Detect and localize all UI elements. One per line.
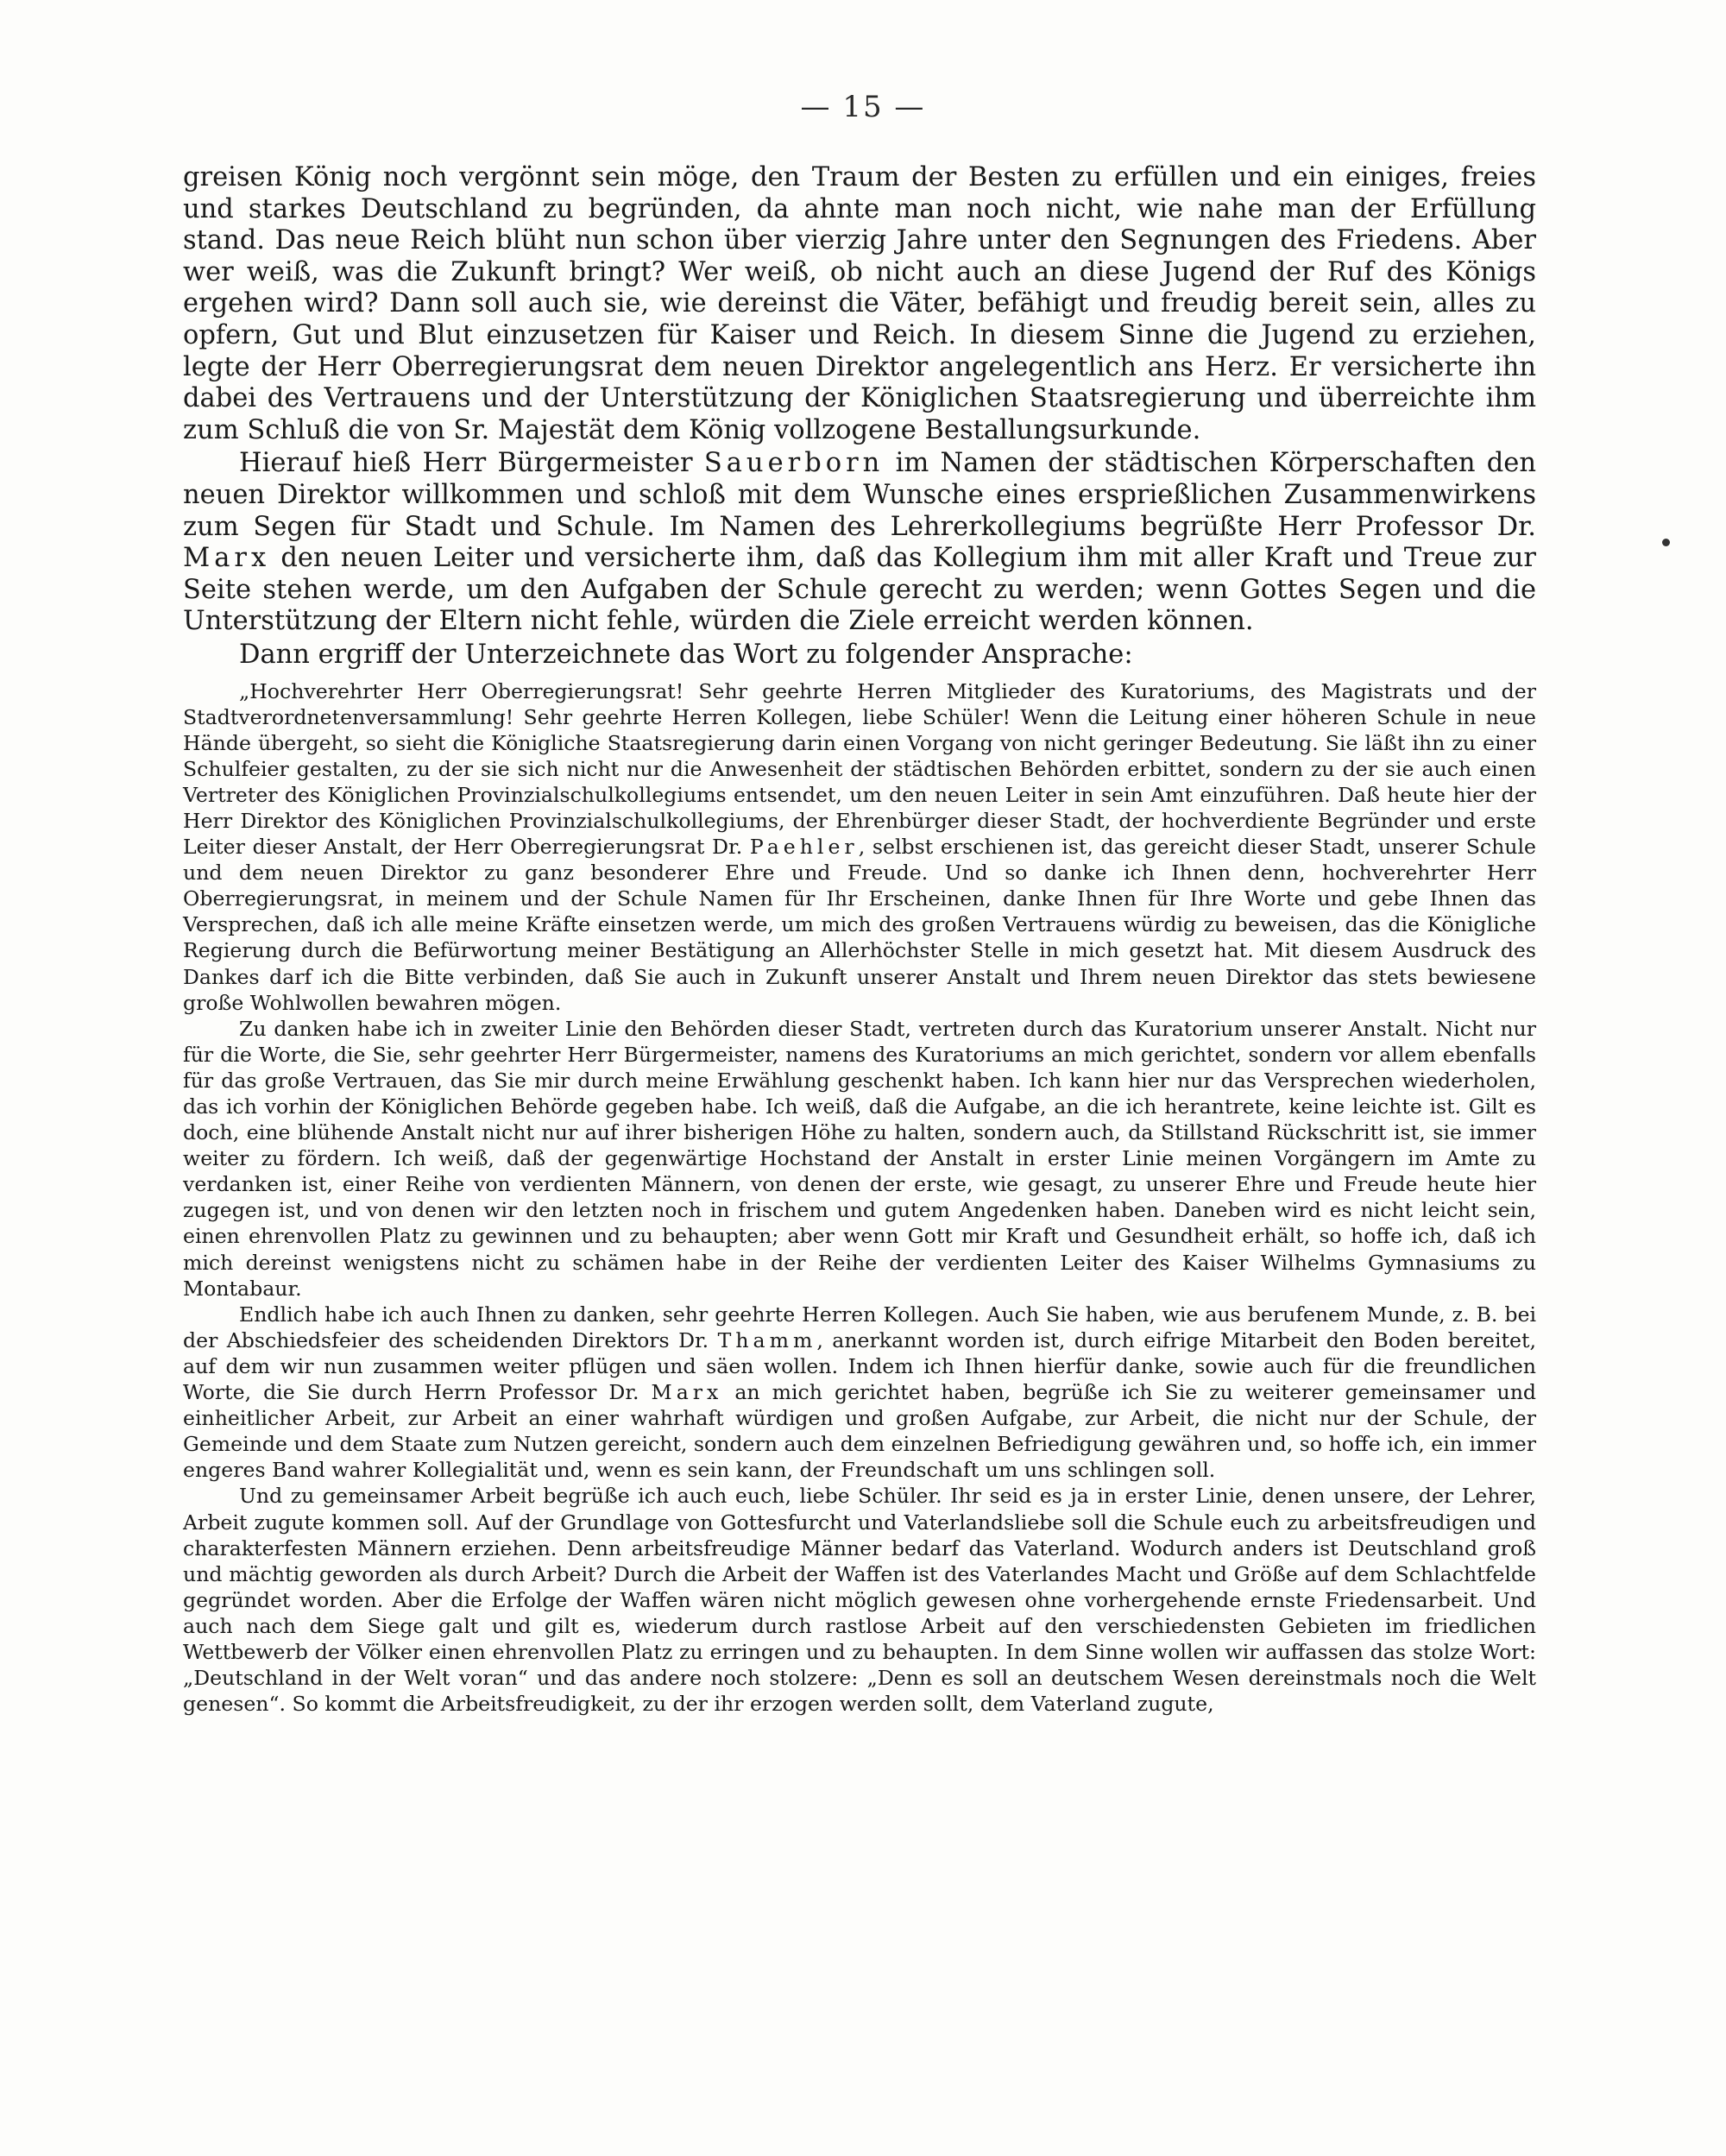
paragraph-welcome-part-1: Hierauf hieß Herr Bürgermeister — [239, 448, 704, 479]
paragraph-welcome-part-2: im Namen der städtischen Körperschaften den neuen Direktor willkommen und schloß mit dem Wunsche eines ersprießlichen Zusammenwirkens zum Segen für Stadt und Schule. Im Namen des Lehrerkollegiums begrüßte Herr Professor Dr. — [183, 448, 1536, 542]
body-text — [183, 162, 1536, 1717]
speech-paragraph-1-part-2: , selbst erschienen ist, das gereicht dieser Stadt, unserer Schule und dem neuen Direktor zu ganz besonderer Ehre und Freude. Und so danke ich Ihnen denn, hochverehrter Herr Oberregierungsrat, in meinem und der Schule Namen für Ihr Erscheinen, danke Ihnen für Ihre Worte und gebe Ihnen das Versprechen, daß ich alle meine Kräfte einsetzen werde, um mich des großen Vertrauens würdig zu beweisen, das die Königliche Regierung durch die Befürwortung meiner Bestätigung an Allerhöchster Stelle in mich gesetzt hat. Mit diesem Ausdruck des Dankes darf ich die Bitte verbinden, daß Sie auch in Zukunft unserer Anstalt und Ihrem neuen Direktor das stets bewiesene große Wohlwollen bewahren mögen. — [183, 835, 1536, 1015]
paragraph-speech-intro: Dann ergriff der Unterzeichnete das Wort zu folgender Ansprache: — [239, 639, 1133, 670]
name-marx-2: Marx — [651, 1380, 723, 1405]
speech-paragraph-3-part-1: Endlich habe ich auch Ihnen zu danken, sehr geehrte Herren Kollegen. Auch Sie haben, wie aus berufenem Munde, z. B. bei der Abschiedsfeier des scheidenden Direktors Dr. — [183, 1302, 1536, 1352]
name-sauerborn: Sauerborn — [703, 448, 885, 479]
margin-ink-dot — [1662, 539, 1670, 546]
paragraph-continuation: greisen König noch vergönnt sein möge, den Traum der Besten zu erfüllen und ein einiges, freies und starkes Deutschland zu begründen, da ahnte man noch nicht, wie nahe man der Erfüllung stand. Das neue Reich blüht nun schon über vierzig Jahre unter den Segnungen des Friedens. Aber wer weiß, was die Zukunft bringt? Wer weiß, ob nicht auch an diese Jugend der Ruf des Königs ergehen wird? Dann soll auch sie, wie dereinst die Väter, befähigt und freudig bereit sein, alles zu opfern, Gut und Blut einzusetzen für Kaiser und Reich. In diesem Sinne die Jugend zu erziehen, legte der Herr Oberregierungsrat dem neuen Direktor angelegentlich ans Herz. Er versicherte ihn dabei des Vertrauens und der Unterstützung der Königlichen Staatsregierung und überreichte ihm zum Schluß die von Sr. Majestät dem König vollzogene Bestallungsurkunde. — [183, 162, 1536, 445]
name-thamm: Thamm — [717, 1327, 817, 1352]
speech-paragraph-3-part-3: an mich gerichtet haben, begrüße ich Sie zu weiterer gemeinsamer und einheitlicher Arbeit, zur Arbeit an einer wahrhaft würdigen und großen Aufgabe, zur Arbeit, die nicht nur der Schule, der Gemeinde und dem Staate zum Nutzen gereicht, sondern auch dem einzelnen Befriedigung gewähren und, so hoffe ich, ein immer engeres Band wahrer Kollegialität und, wenn es sein kann, der Freundschaft um uns schlingen soll. — [183, 1380, 1536, 1483]
speech-paragraph-1 — [183, 678, 1536, 1016]
name-paehler: Paehler — [749, 835, 859, 860]
name-marx: Marx — [183, 543, 271, 574]
speech-paragraph-1-part-1: „Hochverehrter Herr Oberregierungsrat! Sehr geehrte Herren Mitglieder des Kuratoriums, des Magistrats und der Stadtverordnetenversammlung! Sehr geehrte Herren Kollegen, liebe Schüler! Wenn die Leitung einer höheren Schule in neue Hände übergeht, so sieht die Königliche Staatsregierung darin einen Vorgang von nicht geringer Bedeutung. Sie läßt ihn zu einer Schulfeier gestalten, zu der sie sich nicht nur die Anwesenheit der städtischen Behörden erbittet, sondern zu der sie auch einen Vertreter des Königlichen Provinzialschulkollegiums entsendet, um den neuen Leiter in sein Amt einzuführen. Daß heute hier der Herr Direktor des Königlichen Provinzialschulkollegiums, der Ehrenbürger dieser Stadt, der hochverdiente Begründer und erste Leiter dieser Anstalt, der Herr Oberregierungsrat Dr. — [183, 678, 1536, 860]
speech-paragraph-3-part-2: , anerkannt worden ist, durch eifrige Mitarbeit den Boden bereitet, auf dem wir nun zusammen weiter pflügen und säen wollen. Indem ich Ihnen hierfür danke, sowie auch für die freundlichen Worte, die Sie durch Herrn Professor Dr. — [183, 1327, 1536, 1405]
speech-paragraph-2: Zu danken habe ich in zweiter Linie den Behörden dieser Stadt, vertreten durch das Kuratorium unserer Anstalt. Nicht nur für die Worte, die Sie, sehr geehrter Herr Bürgermeister, namens des Kuratoriums an mich gerichtet, sondern vor allem ebenfalls für das große Vertrauen, das Sie mir durch meine Erwählung geschenkt haben. Ich kann hier nur das Versprechen wiederholen, das ich vorhin der Königlichen Behörde gegeben habe. Ich weiß, daß die Aufgabe, an die ich herantrete, keine leichte ist. Gilt es doch, eine blühende Anstalt nicht nur auf ihrer bisherigen Höhe zu halten, sondern auch, da Stillstand Rückschritt ist, sie immer weiter zu fördern. Ich weiß, daß der gegenwärtige Hochstand der Anstalt in erster Linie meinen Vorgängern im Amte zu verdanken ist, einer Reihe von verdienten Männern, von denen der erste, wie gesagt, zu unserer Ehre und Freude heute hier zugegen ist, und von denen wir den letzten noch in frischem und gutem Angedenken haben. Daneben wird es nicht leicht sein, einen ehrenvollen Platz zu gewinnen und zu behaupten; aber wenn Gott mir Kraft und Gesundheit erhält, so hoffe ich, daß ich mich dereinst wenigstens nicht zu schämen habe in der Reihe der verdienten Leiter des Kaiser Wilhelms Gymnasiums zu Montabaur. — [183, 1016, 1536, 1301]
speech-paragraph-4: Und zu gemeinsamer Arbeit begrüße ich auch euch, liebe Schüler. Ihr seid es ja in erster Linie, denen unsere, der Lehrer, Arbeit zugute kommen soll. Auf der Grundlage von Gottesfurcht und Vaterlandsliebe soll die Schule euch zu arbeitsfreudigen und charakterfesten Männern erziehen. Denn arbeitsfreudige Männer bedarf das Vaterland. Wodurch anders ist Deutschland groß und mächtig geworden als durch Arbeit? Durch die Arbeit der Waffen ist des Vaterlandes Macht und Größe auf dem Schlachtfelde gegründet worden. Aber die Erfolge der Waffen wären nicht möglich gewesen ohne vorhergehende ernste Friedensarbeit. Und auch nach dem Siege galt und gilt es, wiederum durch rastlose Arbeit auf den verschiedensten Gebieten im friedlichen Wettbewerb der Völker einen ehrenvollen Platz zu erringen und zu behaupten. In dem Sinne wollen wir auffassen das stolze Wort: „Deutschland in der Welt voran“ und das andere noch stolzere: „Denn es soll an deutschem Wesen dereinstmals noch die Welt genesen“. So kommt die Arbeitsfreudigkeit, zu der ihr erzogen werden sollt, dem Vaterland zugute, — [183, 1484, 1536, 1717]
paragraph-welcome — [183, 448, 1536, 638]
page-number: — 15 — — [800, 90, 926, 124]
paragraph-welcome-part-3: den neuen Leiter und versicherte ihm, daß das Kollegium ihm mit aller Kraft und Treue zur Seite stehen werde, um den Aufgaben der Schule gerecht zu werden; wenn Gottes Segen und die Unterstützung der Eltern nicht fehle, würden die Ziele erreicht werden können. — [183, 543, 1536, 637]
speech-paragraph-3 — [183, 1302, 1536, 1484]
